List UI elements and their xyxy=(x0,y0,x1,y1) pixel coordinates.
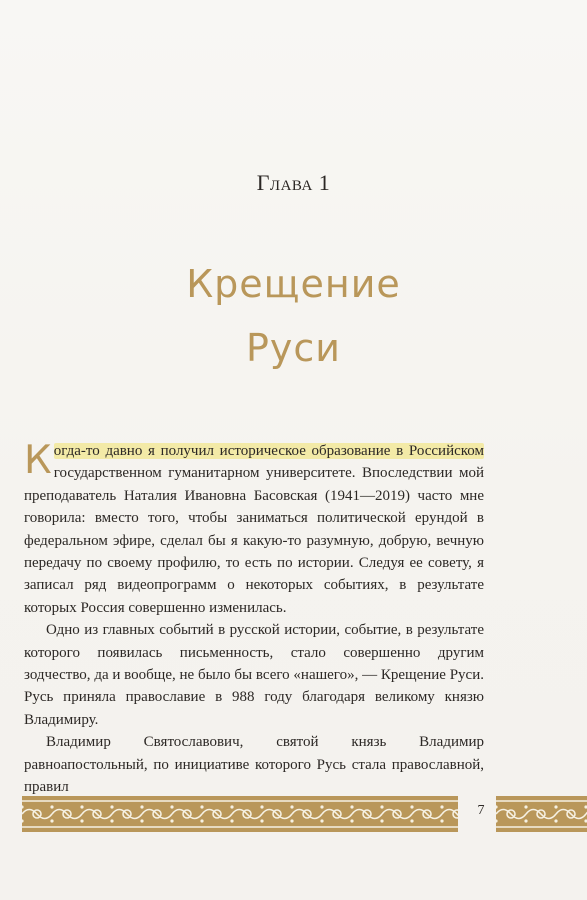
paragraph-1-text: государственном гуманитарном университете. Впоследствии мой преподаватель Наталия Ивановна Басовская (1941—2019) часто мне говорила: вместо того, чтобы заниматься политической ерундой в федеральном эфире, сделал бы я какую-то разумную, добрую, вечную передачу по своему профилю, то есть по истории. Следуя ее совету, я записал ряд видеопрограмм о некоторых событиях, в результате которых Россия совершенно изменилась. xyxy=(24,465,484,616)
paragraph-3: Владимир Святославович, святой князь Владимир равноапостольный, по инициативе которого Русь стала православной, правил xyxy=(24,734,484,796)
chapter-title-line-2: Руси xyxy=(246,326,341,370)
chapter-title-line-1: Крещение xyxy=(186,262,401,306)
drop-cap: К xyxy=(24,438,52,483)
ornament-band-left xyxy=(22,796,458,832)
page-number: 7 xyxy=(477,803,485,818)
chapter-label: Глава 1 xyxy=(256,170,331,195)
chapter-body xyxy=(24,440,484,799)
highlighted-text: огда-то давно я получил историческое образование в Российском xyxy=(53,443,484,459)
paragraph-1 xyxy=(24,440,484,619)
chapter-title xyxy=(0,252,587,380)
footer-ornament xyxy=(0,796,587,832)
ornament-band-right xyxy=(496,796,587,832)
paragraph-2: Одно из главных событий в русской истории, событие, в результате которого появилась письменность, стало совершенно другим зодчество, да и вообще, не было бы всего «нашего», — Крещение Руси. Русь приняла православие в 988 году благодаря великому князю Владимиру. xyxy=(24,622,484,728)
